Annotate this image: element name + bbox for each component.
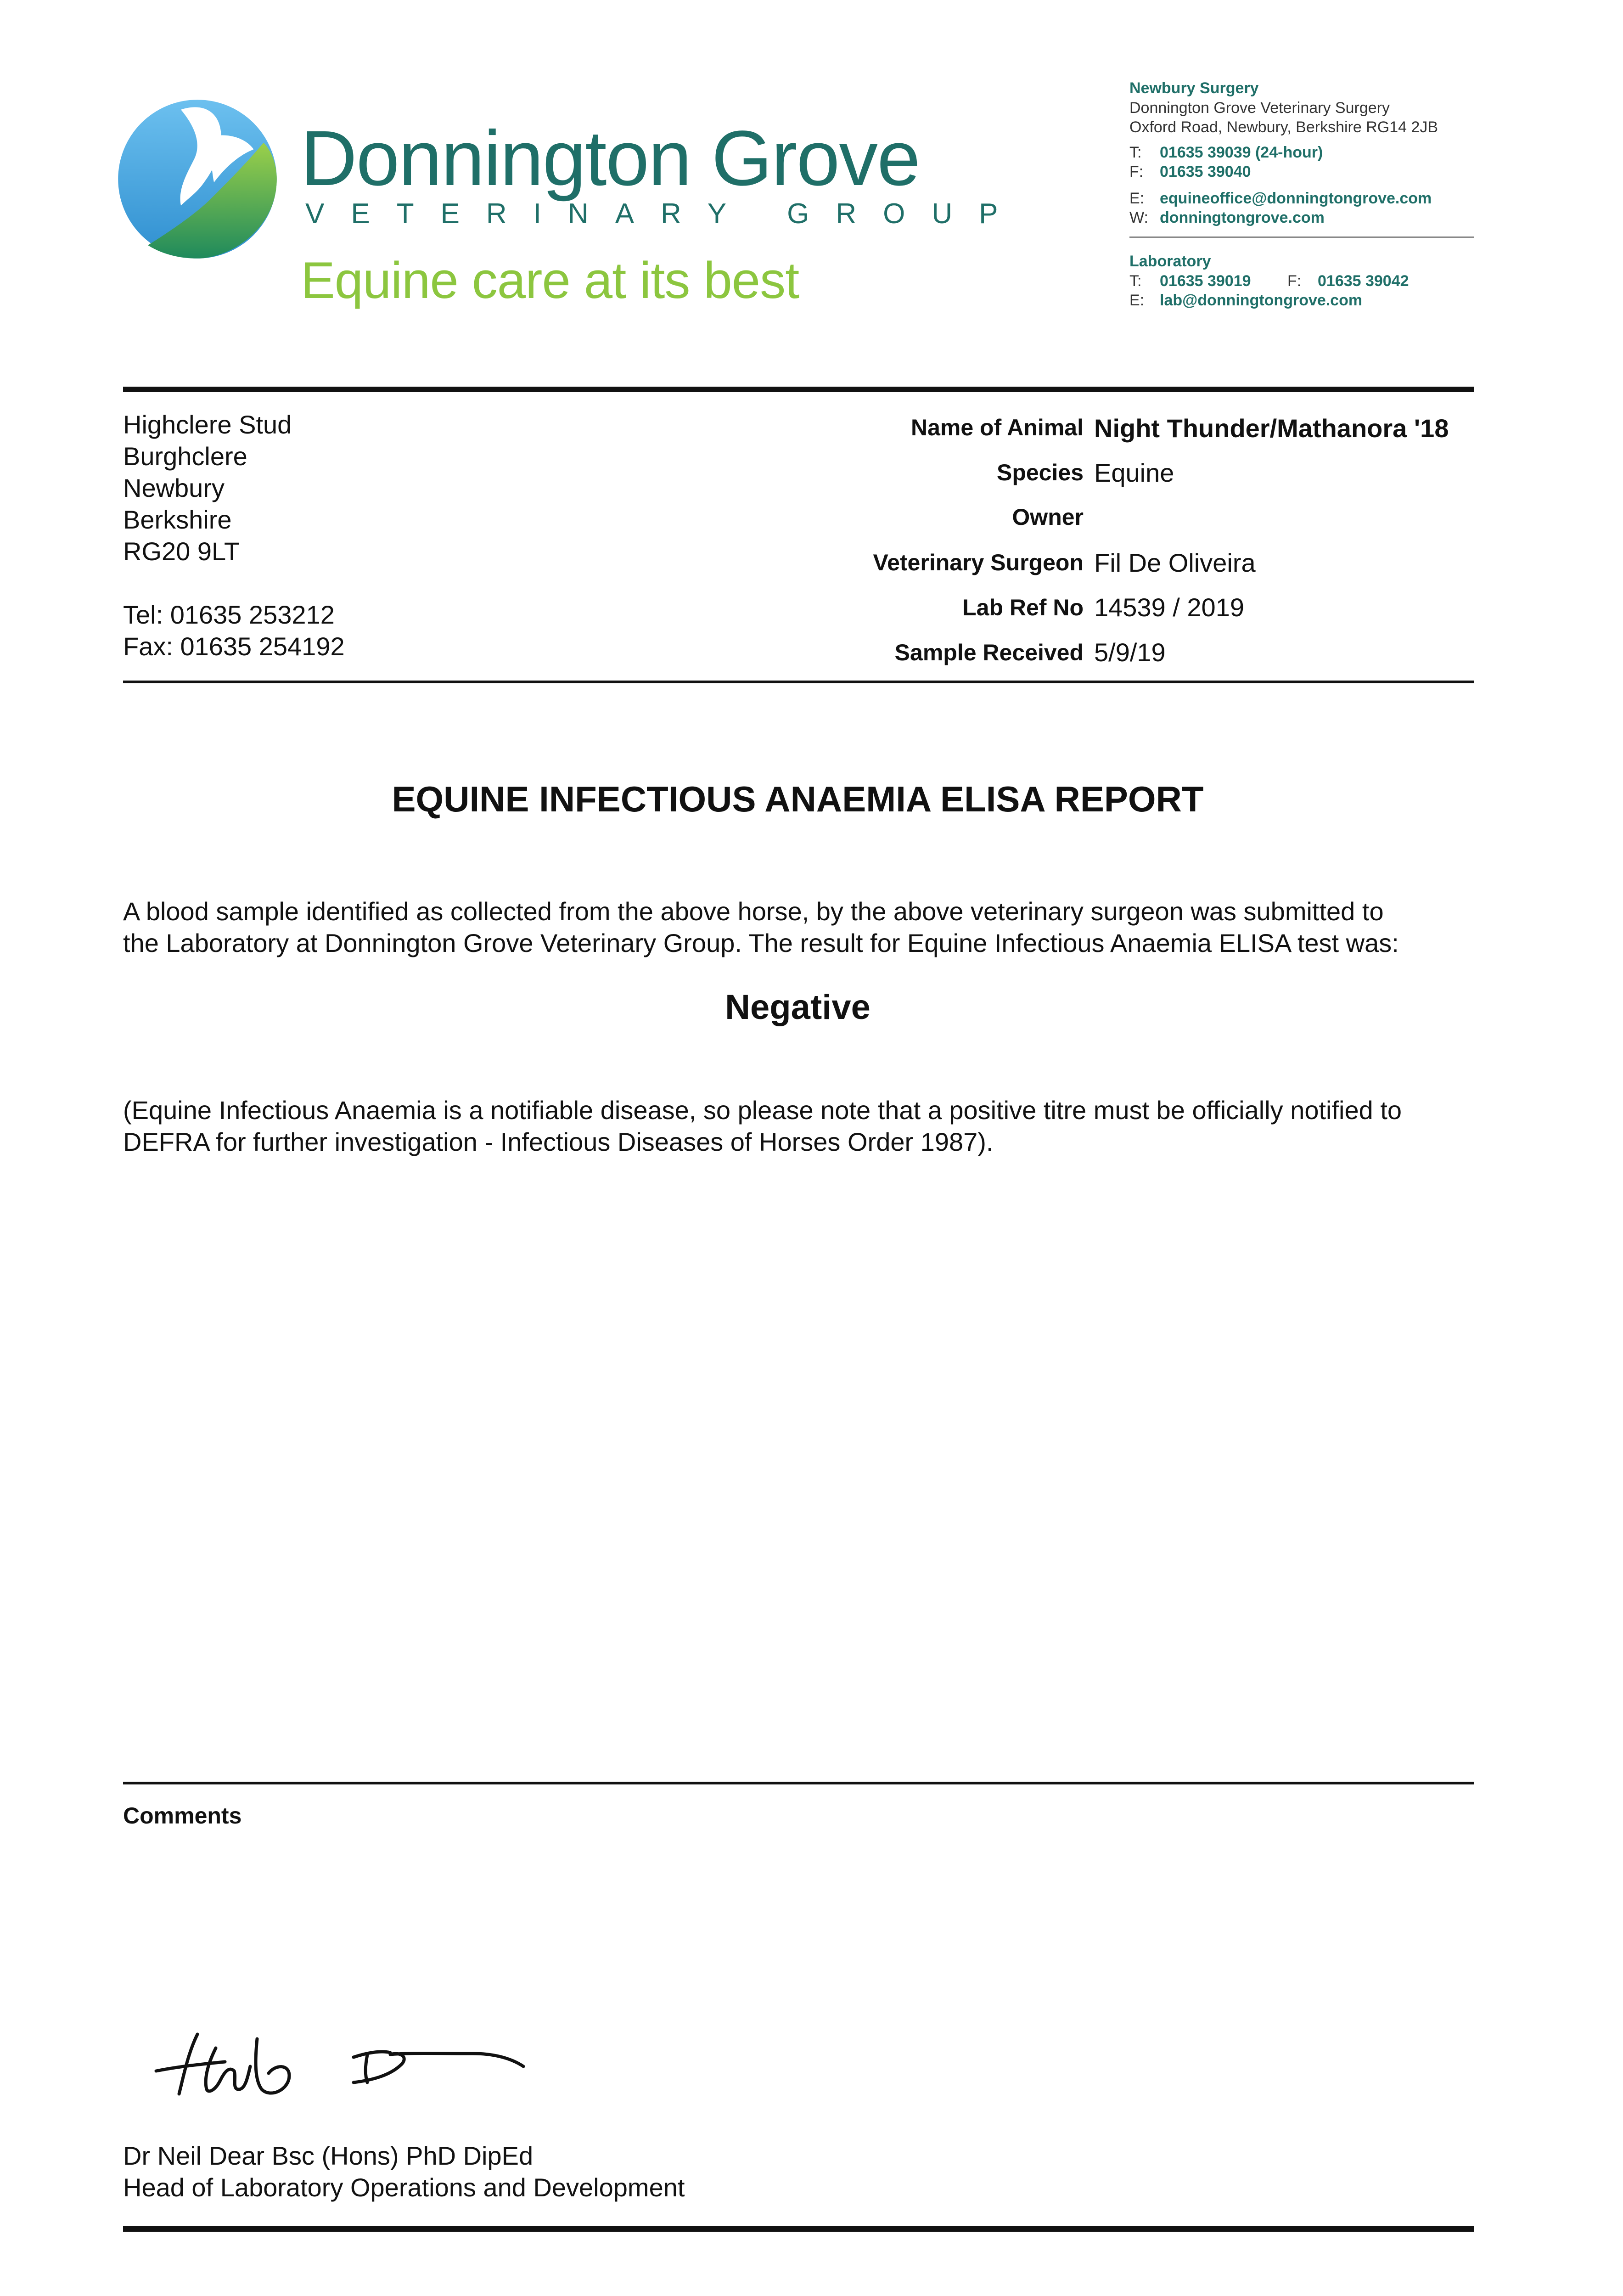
lab-fax-label: F: <box>1287 272 1302 290</box>
address-line: Newbury <box>123 473 225 502</box>
address-line: Highclere Stud <box>123 410 292 439</box>
client-tel: Tel: 01635 253212 <box>123 600 335 629</box>
report-title: EQUINE INFECTIOUS ANAEMIA ELISA REPORT <box>392 779 1204 819</box>
detail-label-labref: Lab Ref No <box>962 595 1084 620</box>
notifiable-note <box>123 1094 1477 1158</box>
footer-rule <box>123 2226 1474 2232</box>
surgery-fax <box>1129 164 1251 180</box>
detail-value-species: Equine <box>1094 458 1174 487</box>
detail-label-owner: Owner <box>1012 504 1084 530</box>
header-rule <box>123 387 1474 392</box>
lab-fax-value: 01635 39042 <box>1318 272 1409 290</box>
lab-email-link[interactable]: lab@donningtongrove.com <box>1160 292 1363 309</box>
brand-subtitle: VETERINARY GROUP <box>305 198 1025 230</box>
surgery-address-line2: Oxford Road, Newbury, Berkshire RG14 2JB <box>1129 118 1438 136</box>
lab-email-label: E: <box>1129 292 1145 309</box>
test-result: Negative <box>725 988 870 1027</box>
signer-block <box>123 2140 685 2203</box>
address-line: Berkshire <box>123 505 232 534</box>
surgery-phone <box>1129 145 1323 160</box>
email-label: E: <box>1129 190 1145 207</box>
client-address <box>123 409 345 662</box>
signer-name: Dr Neil Dear Bsc (Hons) PhD DipEd <box>123 2141 534 2170</box>
address-line: Burghclere <box>123 442 247 471</box>
email-link[interactable]: equineoffice@donningtongrove.com <box>1160 190 1432 207</box>
phone-value[interactable]: 01635 39039 (24-hour) <box>1160 144 1323 161</box>
laboratory-email <box>1129 293 1362 308</box>
web-label: W: <box>1129 209 1148 226</box>
brand-name: Donnington Grove <box>301 115 920 202</box>
comments-label: Comments <box>123 1803 242 1829</box>
details-rule <box>123 681 1474 683</box>
signer-role: Head of Laboratory Operations and Development <box>123 2173 685 2202</box>
fax-label: F: <box>1129 163 1144 180</box>
comments-rule <box>123 1782 1474 1784</box>
detail-label-species: Species <box>996 460 1084 485</box>
detail-value-labref: 14539 / 2019 <box>1094 593 1244 622</box>
surgery-web <box>1129 210 1325 225</box>
surgery-heading: Newbury Surgery <box>1129 79 1259 97</box>
laboratory-heading: Laboratory <box>1129 253 1211 270</box>
intro-paragraph <box>123 895 1477 959</box>
intro-line: the Laboratory at Donnington Grove Veterinary Group. The result for Equine Infectious Anaemia ELISA test was: <box>123 929 1399 957</box>
address-spacer <box>123 567 345 599</box>
brand-tagline: Equine care at its best <box>301 252 799 309</box>
note-line: DEFRA for further investigation - Infectious Diseases of Horses Order 1987). <box>123 1127 994 1156</box>
detail-label-received: Sample Received <box>894 640 1084 665</box>
surgery-email <box>1129 191 1432 206</box>
address-line: RG20 9LT <box>123 537 240 566</box>
web-link[interactable]: donningtongrove.com <box>1160 209 1325 226</box>
detail-value-received: 5/9/19 <box>1094 638 1166 667</box>
lab-phone-label: T: <box>1129 272 1142 290</box>
logo-emblem-icon <box>115 96 280 262</box>
lab-phone-value[interactable]: 01635 39019 <box>1160 272 1251 290</box>
phone-label: T: <box>1129 144 1142 161</box>
surgery-address-line1: Donnington Grove Veterinary Surgery <box>1129 99 1390 117</box>
detail-label-animal: Name of Animal <box>910 415 1084 440</box>
detail-value-surgeon: Fil De Oliveira <box>1094 548 1256 577</box>
note-line: (Equine Infectious Anaemia is a notifiable disease, so please note that a positive titre must be officially notified to <box>123 1096 1402 1125</box>
signature-image <box>152 2020 542 2103</box>
laboratory-phone-fax <box>1129 273 1409 289</box>
fax-value: 01635 39040 <box>1160 163 1251 180</box>
intro-line: A blood sample identified as collected from the above horse, by the above veterinary surgeon was submitted to <box>123 897 1384 926</box>
client-fax: Fax: 01635 254192 <box>123 632 345 661</box>
contact-divider <box>1129 236 1474 238</box>
detail-value-animal: Night Thunder/Mathanora '18 <box>1094 414 1449 443</box>
detail-label-surgeon: Veterinary Surgeon <box>873 550 1084 575</box>
